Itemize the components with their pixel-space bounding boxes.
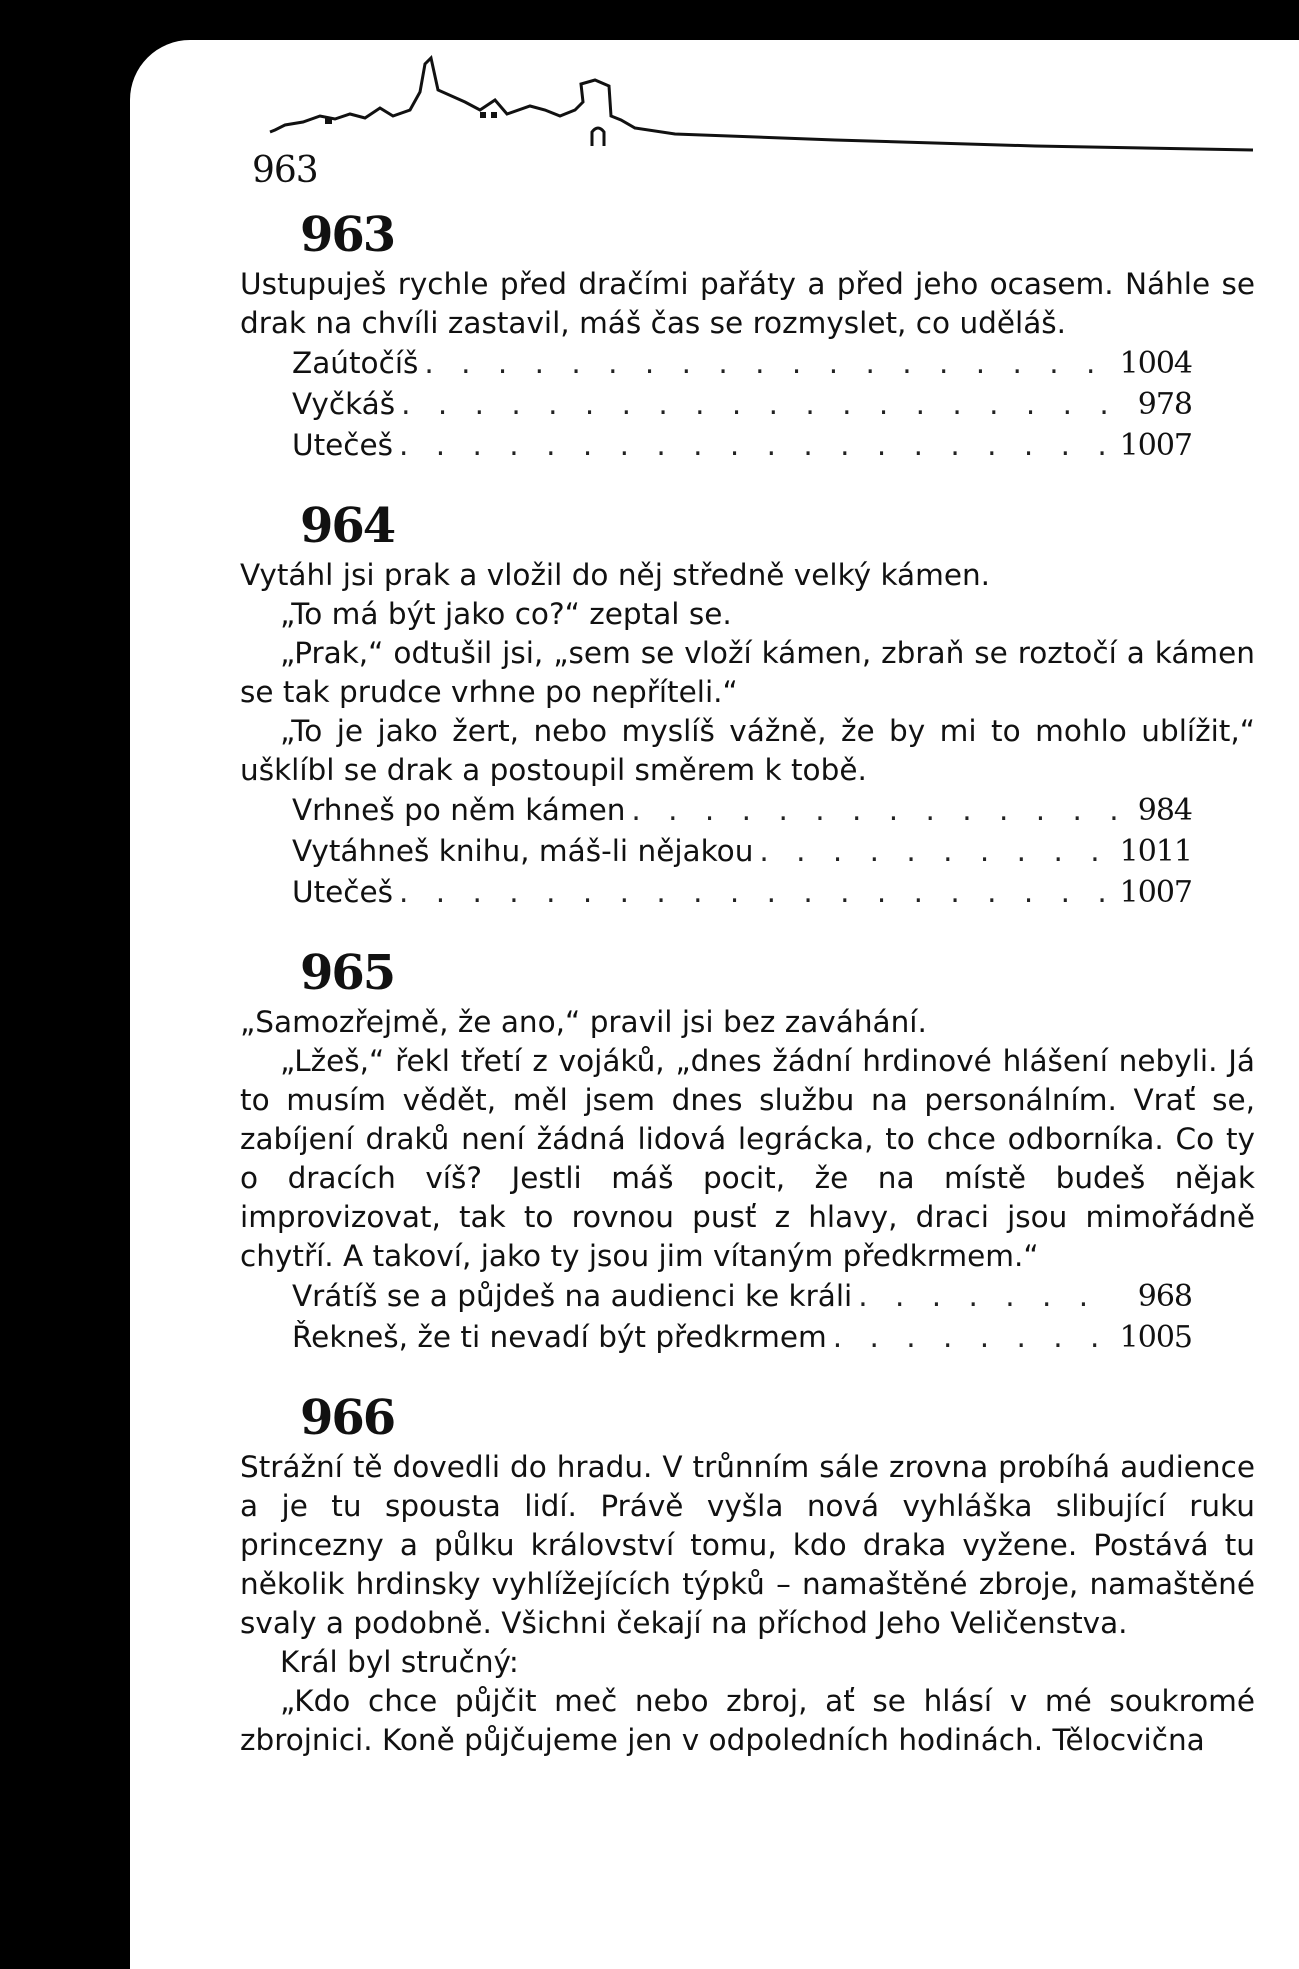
running-head-number: 963 (252, 150, 318, 191)
choice-item[interactable] (292, 872, 1192, 913)
paragraph: „Samozřejmě, že ano,“ pravil jsi bez zaváhání. (240, 1005, 927, 1039)
choice-target: 978 (1137, 387, 1192, 422)
choice-item[interactable] (292, 425, 1192, 466)
choice-item[interactable] (292, 831, 1192, 872)
leader-dots (631, 790, 1116, 830)
paragraph: „To je jako žert, nebo myslíš vážně, že by mi to mohlo ublížit,“ ušklíbl se drak a postoupil směrem k tobě. (240, 714, 1255, 787)
leader-dots (399, 872, 1114, 912)
section-965 (240, 943, 1255, 1358)
paragraph: „Kdo chce půjčit meč nebo zbroj, ať se hlásí v mé soukromé zbrojnici. Koně půjčujeme jen v odpoledních hodinách. Tělocvična (240, 1684, 1255, 1757)
leader-dots (399, 425, 1114, 465)
paragraph: „Prak,“ odtušil jsi, „sem se vloží kámen, zbraň se roztočí a kámen se tak prudce vrhne po nepříteli.“ (240, 636, 1255, 709)
section-966 (240, 1388, 1255, 1760)
choice-item[interactable] (292, 384, 1192, 425)
paragraph: „To má být jako co?“ zeptal se. (280, 597, 732, 631)
choice-item[interactable] (292, 1317, 1192, 1358)
choice-target: 968 (1137, 1279, 1192, 1314)
choice-target: 984 (1137, 793, 1192, 828)
leader-dots (759, 831, 1113, 871)
choice-label: Vrátíš se a půjdeš na audienci ke králi (292, 1279, 853, 1313)
page-body (240, 205, 1255, 1790)
choice-label: Zaútočíš (292, 346, 419, 380)
paragraph: Ustupuješ rychle před dračími pařáty a před jeho ocasem. Náhle se drak na chvíli zastavil, máš čas se rozmyslet, co uděláš. (240, 267, 1255, 340)
paragraph: „Lžeš,“ řekl třetí z vojáků, „dnes žádní hrdinové hlášení nebyli. Já to musím vědět, měl jsem dnes službu na personálním. Vrať se, zabíjení draků není žádná lidová legrácka, to chce odborníka. Co ty o dracích víš? Jestli máš pocit, že na místě budeš nějak improvizovat, tak to rovnou pusť z hlavy, draci jsou mimořádně chytří. A takoví, jako ty jsou jim vítaným předkrmem.“ (240, 1044, 1255, 1273)
choice-label: Vrhneš po něm kámen (292, 793, 626, 827)
leader-dots (401, 384, 1116, 424)
choice-item[interactable] (292, 790, 1192, 831)
section-number: 964 (300, 498, 395, 554)
choice-label: Vytáhneš knihu, máš-li nějakou (292, 834, 754, 868)
section-964 (240, 496, 1255, 913)
paragraph: Vytáhl jsi prak a vložil do něj středně velký kámen. (240, 558, 991, 592)
choice-target: 1007 (1119, 428, 1192, 463)
section-number: 965 (300, 945, 395, 1001)
section-number: 963 (300, 207, 395, 263)
choice-target: 1004 (1119, 346, 1192, 381)
paragraph: Král byl stručný: (280, 1645, 519, 1679)
paragraph: Strážní tě dovedli do hradu. V trůnním sále zrovna probíhá audience a je tu spousta lidí. Právě vyšla nová vyhláška slibující ruku princezny a půlku království tomu, kdo draka vyžene. Postává tu několik hrdinsky vyhlížejících týpků – namaštěné zbroje, namaštěné svaly a podobně. Všichni čekají na příchod Jeho Veličenstva. (240, 1450, 1255, 1640)
choice-item[interactable] (292, 1276, 1192, 1317)
leader-dots (833, 1317, 1114, 1357)
choice-target: 1007 (1119, 875, 1192, 910)
choice-label: Vyčkáš (292, 387, 396, 421)
choice-target: 1011 (1119, 834, 1192, 869)
choice-item[interactable] (292, 343, 1192, 384)
leader-dots (858, 1276, 1116, 1316)
choice-target: 1005 (1119, 1320, 1192, 1355)
choice-label: Utečeš (292, 875, 394, 909)
choice-label: Řekneš, že ti nevadí být předkrmem (292, 1320, 827, 1354)
leader-dots (424, 343, 1113, 383)
section-number: 966 (300, 1390, 395, 1446)
choice-label: Utečeš (292, 428, 394, 462)
section-963 (240, 205, 1255, 466)
